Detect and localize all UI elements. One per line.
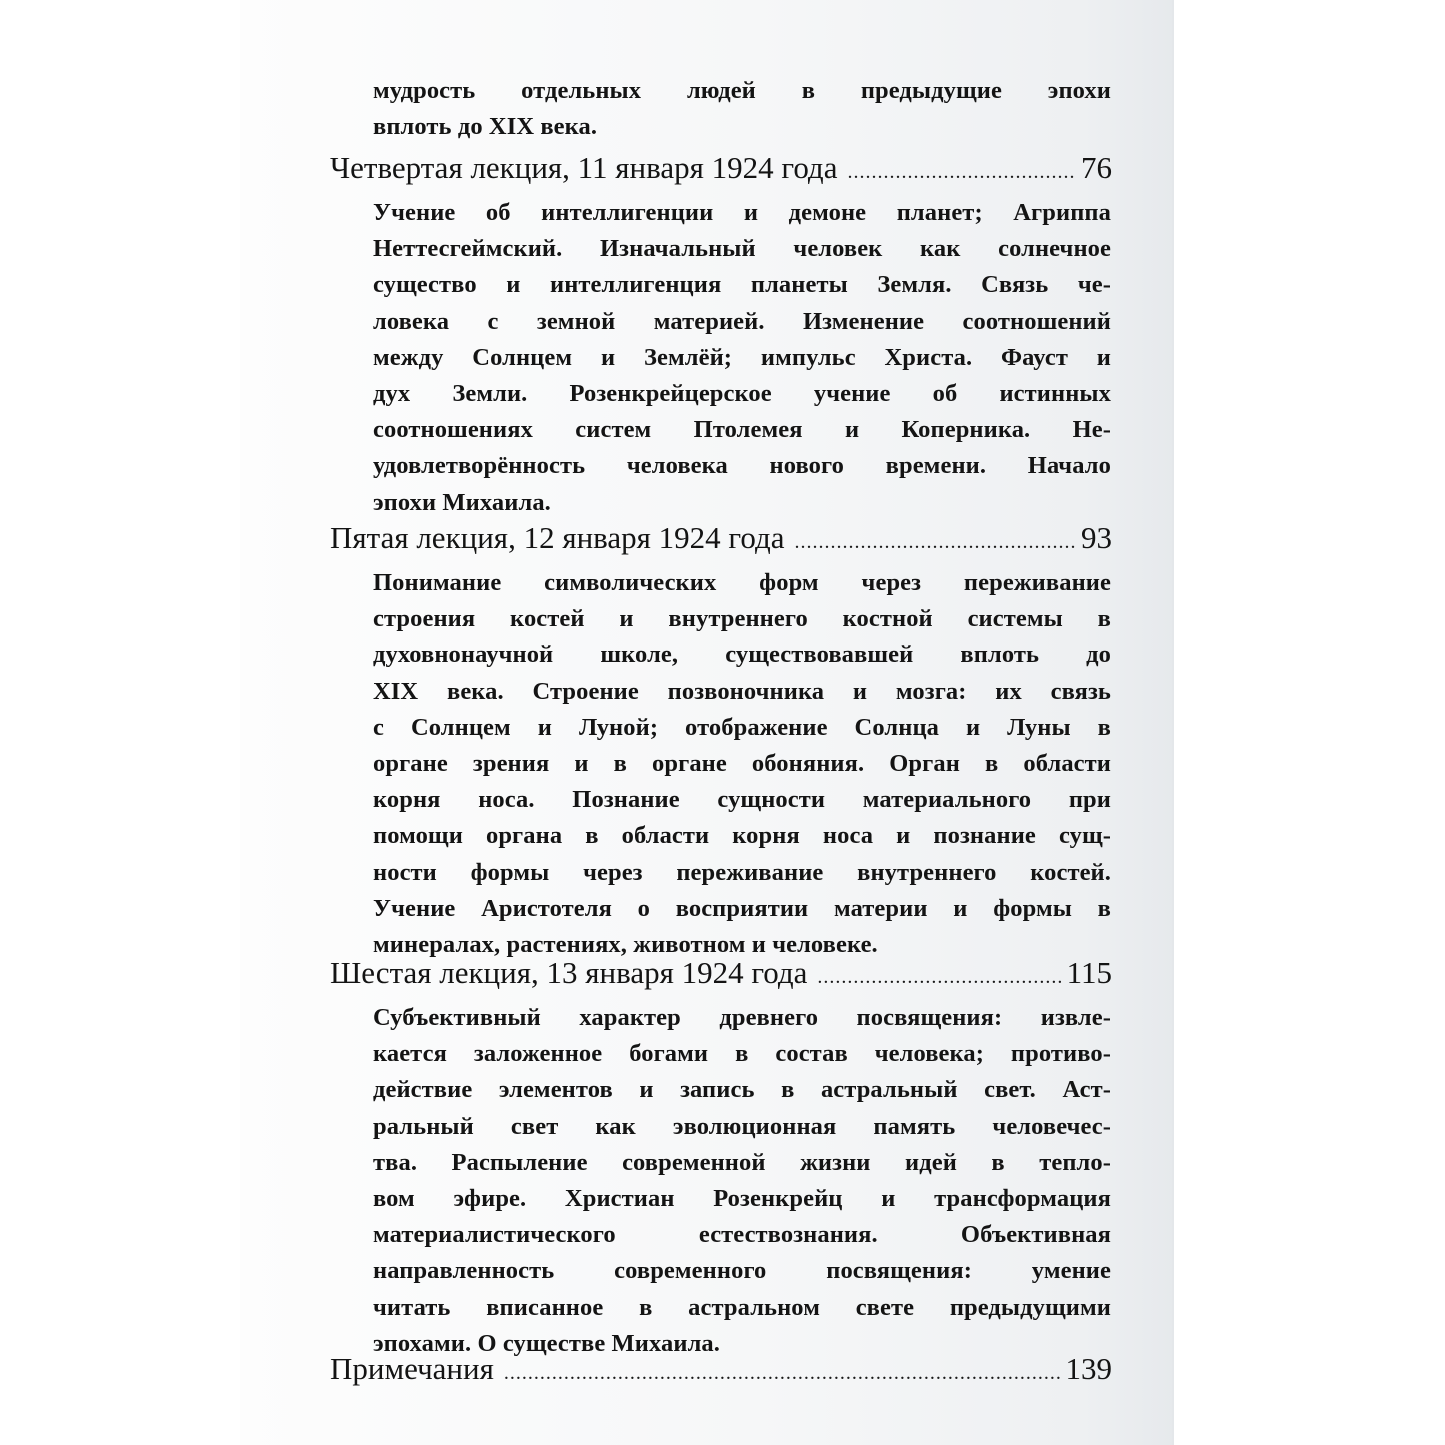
summary-line: вплоть до XIX века. xyxy=(373,113,598,141)
summary-line: строения костей и внутреннего костной системы в xyxy=(373,605,1111,633)
dot-leader xyxy=(847,152,1075,192)
summary-line: органе зрения и в органе обоняния. Орган в области xyxy=(373,750,1111,778)
toc-entry-lecture-5[interactable] xyxy=(330,518,1112,562)
summary-line: эпохи Михаила. xyxy=(373,488,551,516)
entry-title: Пятая лекция, 12 января 1924 года xyxy=(330,520,785,555)
entry-summary-lecture-6 xyxy=(373,1000,1111,1362)
entry-summary-lecture-5 xyxy=(373,565,1111,963)
page-edge xyxy=(1172,0,1174,1445)
summary-line: читать вписанное в астральном свете предыдущими xyxy=(373,1293,1111,1321)
summary-line: тва. Распыление современной жизни идей в тепло- xyxy=(373,1148,1111,1176)
summary-line: эпохами. О существе Михаила. xyxy=(373,1329,721,1357)
summary-line: Субъективный характер древнего посвящения: извле- xyxy=(373,1004,1111,1031)
summary-line: соотношениях систем Птолемея и Коперника. Не- xyxy=(373,416,1111,444)
summary-line: минералах, растениях, животном и человеке. xyxy=(373,931,878,959)
summary-line: Понимание символических форм через переживание xyxy=(373,569,1111,596)
summary-line: направленность современного посвящения: умение xyxy=(373,1257,1111,1285)
summary-line: вом эфире. Христиан Розенкрейц и трансформация xyxy=(373,1185,1111,1213)
summary-line: между Солнцем и Землёй; импульс Христа. Фауст и xyxy=(373,343,1111,371)
page-number: 115 xyxy=(1066,955,1112,990)
summary-line: духовнонаучной школе, существовавшей вплоть до xyxy=(373,641,1111,669)
toc-entry-notes[interactable] xyxy=(330,1349,1112,1393)
dot-leader xyxy=(795,522,1076,562)
page-number: 139 xyxy=(1065,1351,1112,1386)
summary-line: материалистического естествознания. Объективная xyxy=(373,1221,1111,1249)
dot-leader xyxy=(817,957,1060,997)
page-number: 76 xyxy=(1081,150,1112,185)
summary-line: дух Земли. Розенкрейцерское учение об истинных xyxy=(373,380,1111,408)
entry-title: Четвертая лекция, 11 января 1924 года xyxy=(330,150,838,185)
summary-line: ности формы через переживание внутреннего костей. xyxy=(373,858,1111,886)
dot-leader xyxy=(504,1353,1060,1393)
summary-line: удовлетворённость человека нового времени. Начало xyxy=(373,452,1111,480)
continuation-summary xyxy=(373,73,1111,145)
summary-line: XIX века. Строение позвоночника и мозга: их связь xyxy=(373,677,1111,705)
summary-line: Учение Аристотеля о восприятии материи и формы в xyxy=(373,894,1111,922)
entry-title: Примечания xyxy=(330,1351,494,1386)
summary-line: мудрость отдельных людей в предыдущие эпохи xyxy=(373,77,1111,104)
summary-line: действие элементов и запись в астральный свет. Аст- xyxy=(373,1076,1111,1104)
summary-line: кается заложенное богами в состав человека; противо- xyxy=(373,1040,1111,1068)
entry-summary-lecture-4 xyxy=(373,195,1111,521)
summary-line: Неттесгеймский. Изначальный человек как солнечное xyxy=(373,235,1111,263)
summary-line: ральный свет как эволюционная память человечес- xyxy=(373,1112,1111,1140)
summary-line: Учение об интеллигенции и демоне планет; Агриппа xyxy=(373,199,1111,226)
toc-entry-lecture-4[interactable] xyxy=(330,148,1112,192)
toc-entry-lecture-6[interactable] xyxy=(330,953,1112,997)
summary-line: с Солнцем и Луной; отображение Солнца и Луны в xyxy=(373,713,1111,741)
entry-title: Шестая лекция, 13 января 1924 года xyxy=(330,955,808,990)
summary-line: существо и интеллигенция планеты Земля. Связь че- xyxy=(373,271,1111,299)
summary-line: корня носа. Познание сущности материального при xyxy=(373,786,1111,814)
summary-line: помощи органа в области корня носа и познание сущ- xyxy=(373,822,1111,850)
summary-line: ловека с земной материей. Изменение соотношений xyxy=(373,307,1111,335)
page-number: 93 xyxy=(1081,520,1112,555)
